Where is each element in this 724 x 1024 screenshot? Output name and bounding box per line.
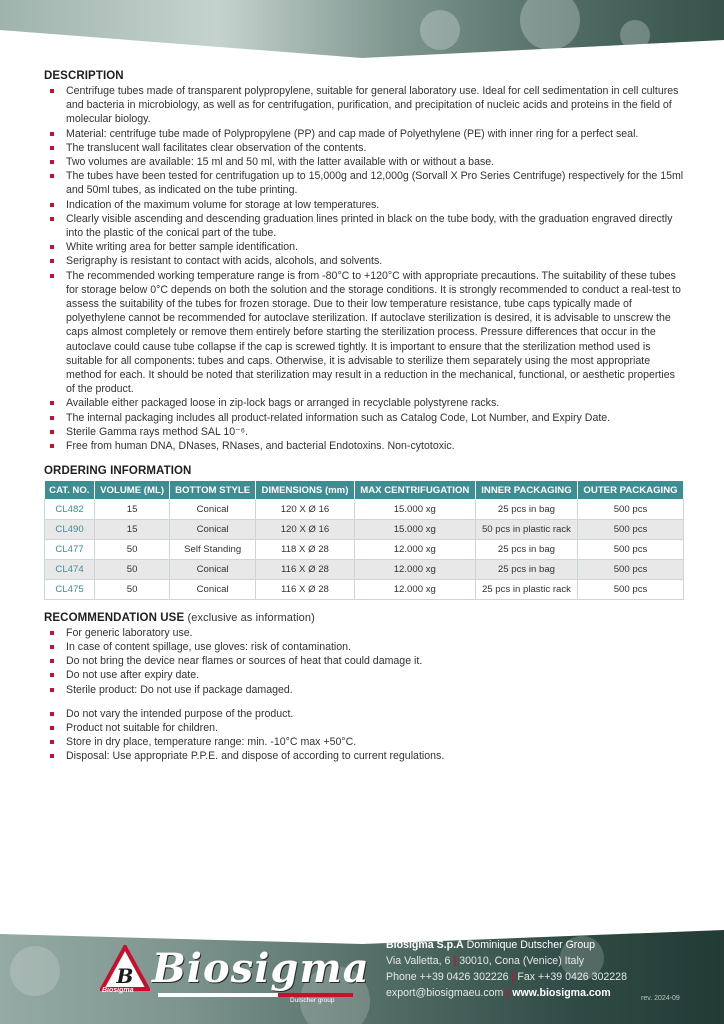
logo-underline <box>158 993 278 997</box>
table-row <box>45 539 684 559</box>
table-cell: 15 <box>95 519 170 539</box>
list-item: For generic laboratory use. <box>44 626 684 640</box>
list-item: The internal packaging includes all product-related information such as Catalog Code, Lot Number, and Expiry Date. <box>44 411 684 425</box>
fax: Fax ++39 0426 302228 <box>517 971 627 983</box>
table-cell: 12.000 xg <box>354 579 475 599</box>
separator: | <box>503 987 513 999</box>
logo-wordmark: Biosigma <box>152 945 370 992</box>
table-row <box>45 499 684 519</box>
table-cell: 116 X Ø 28 <box>256 559 354 579</box>
content <box>44 70 684 764</box>
list-item: Centrifuge tubes made of transparent polypropylene, suitable for general laboratory use. Ideal for cell sedimentation in cell cultures and bacteria in microbiology, as well as for centrifugation, purification, and precipitation of nucleic acids and proteins in the field of molecular biology. <box>44 84 684 127</box>
table-cell: 12.000 xg <box>354 559 475 579</box>
list-item: Material: centrifuge tube made of Polypropylene (PP) and cap made of Polyethylene (PE) with inner ring for a perfect seal. <box>44 127 684 141</box>
phone: Phone ++39 0426 302226 <box>386 971 509 983</box>
table-row <box>45 559 684 579</box>
description-list <box>44 84 684 453</box>
email-link[interactable]: export@biosigmaeu.com <box>386 987 504 999</box>
table-row <box>45 519 684 539</box>
catalog-number-cell[interactable]: CL475 <box>45 579 95 599</box>
recommendation-list-2 <box>44 707 684 764</box>
list-item: Sterile Gamma rays method SAL 10⁻⁶. <box>44 425 684 439</box>
list-item: Indication of the maximum volume for storage at low temperatures. <box>44 198 684 212</box>
table-cell: 15 <box>95 499 170 519</box>
lab-decoration <box>10 946 60 996</box>
catalog-number-cell[interactable]: CL482 <box>45 499 95 519</box>
catalog-number-cell[interactable]: CL477 <box>45 539 95 559</box>
table-header-cell: OUTER PACKAGING <box>578 481 684 499</box>
list-item: Do not use after expiry date. <box>44 668 684 682</box>
table-header-cell: INNER PACKAGING <box>475 481 577 499</box>
table-cell: 120 X Ø 16 <box>256 519 354 539</box>
list-item: The translucent wall facilitates clear observation of the contents. <box>44 141 684 155</box>
table-cell: Conical <box>170 519 256 539</box>
table-cell: 25 pcs in bag <box>475 499 577 519</box>
header-shape <box>0 0 724 62</box>
list-item: Serigraphy is resistant to contact with acids, alcohols, and solvents. <box>44 254 684 268</box>
table-header-row <box>45 481 684 499</box>
table-row <box>45 579 684 599</box>
list-item: Disposal: Use appropriate P.P.E. and dispose of according to current regulations. <box>44 749 684 763</box>
logo-subtitle: Dutscher group <box>290 997 335 1004</box>
table-cell: 50 <box>95 579 170 599</box>
recommendation-list-1 <box>44 626 684 697</box>
list-item: In case of content spillage, use gloves: risk of contamination. <box>44 640 684 654</box>
table-cell: 500 pcs <box>578 559 684 579</box>
company-name-bold: Biosigma S.p.A <box>386 939 464 951</box>
table-cell: 12.000 xg <box>354 539 475 559</box>
list-item: Clearly visible ascending and descending graduation lines printed in black on the tube body, with the graduation engraved directly into the plastic of the conical part of the tube. <box>44 212 684 240</box>
address-city: 30010, Cona (Venice) Italy <box>459 955 585 967</box>
list-item: Store in dry place, temperature range: min. -10°C max +50°C. <box>44 735 684 749</box>
list-item: The recommended working temperature range is from -80°C to +120°C with appropriate precautions. The suitability of these tubes for storage below 0°C depends on both the solution and the storage conditions. It is strongly recommended to conduct a real-test to assess the suitability of the tubes for frozen storage. Due to their low temperature resistance, tube caps typically made of polyethylene cannot be recommended for autoclave sterilization. If autoclave sterilization is desired, it is advisable to unscrew the caps almost completely or remove them entirely before starting the sterilization process. Pressure differences that occur in the autoclave could cause tube collapse if the cap is screwed tightly. It is important to ensure that the sterilization method used is suitable for all components: tubes and caps. Otherwise, it is advisable to sterilize them separately using the most appropriate method for each. It should be noted that sterilization may result in a reduction in the mechanical, functional, or aesthetic properties of the product. <box>44 269 684 397</box>
table-header-cell: CAT. NO. <box>45 481 95 499</box>
table-cell: 25 pcs in plastic rack <box>475 579 577 599</box>
table-cell: 500 pcs <box>578 519 684 539</box>
catalog-number-cell[interactable]: CL490 <box>45 519 95 539</box>
table-cell: 500 pcs <box>578 539 684 559</box>
list-item: Available either packaged loose in zip-lock bags or arranged in recyclable polystyrene racks. <box>44 396 684 410</box>
table-cell: 116 X Ø 28 <box>256 579 354 599</box>
table-cell: 500 pcs <box>578 499 684 519</box>
website-link[interactable]: www.biosigma.com <box>512 987 611 999</box>
address-street: Via Valletta, 6 <box>386 955 451 967</box>
list-item: Do not bring the device near flames or sources of heat that could damage it. <box>44 654 684 668</box>
table-cell: 25 pcs in bag <box>475 539 577 559</box>
separator: | <box>508 971 518 983</box>
company-info <box>386 937 686 1001</box>
recommendation-title-text: RECOMMENDATION USE <box>44 611 185 624</box>
list-item: Sterile product: Do not use if package damaged. <box>44 683 684 697</box>
table-header-cell: DIMENSIONS (mm) <box>256 481 354 499</box>
revision-label: rev. 2024-09 <box>641 995 680 1002</box>
recommendation-title <box>44 612 684 624</box>
biosigma-logo[interactable] <box>100 945 370 1005</box>
company-phone-fax <box>386 969 686 985</box>
list-item: Two volumes are available: 15 ml and 50 ml, with the latter available with or without a base. <box>44 155 684 169</box>
table-cell: Conical <box>170 579 256 599</box>
recommendation-subtitle: (exclusive as information) <box>187 611 315 624</box>
separator: | <box>450 955 460 967</box>
ordering-title: ORDERING INFORMATION <box>44 465 192 478</box>
table-cell: 118 X Ø 28 <box>256 539 354 559</box>
company-address <box>386 953 686 969</box>
description-title: DESCRIPTION <box>44 70 124 82</box>
table-header-cell: VOLUME (ML) <box>95 481 170 499</box>
logo-letter: B <box>116 964 134 988</box>
catalog-number-cell[interactable]: CL474 <box>45 559 95 579</box>
table-cell: 500 pcs <box>578 579 684 599</box>
list-item: Product not suitable for children. <box>44 721 684 735</box>
table-cell: Self Standing <box>170 539 256 559</box>
table-cell: 50 <box>95 559 170 579</box>
list-item: Do not vary the intended purpose of the product. <box>44 707 684 721</box>
logo-small-text: Biosigma <box>102 987 134 994</box>
header-banner <box>0 0 724 62</box>
list-item: White writing area for better sample identification. <box>44 240 684 254</box>
table-cell: 15.000 xg <box>354 499 475 519</box>
table-cell: Conical <box>170 559 256 579</box>
table-header-cell: BOTTOM STYLE <box>170 481 256 499</box>
table-header-cell: MAX CENTRIFUGATION <box>354 481 475 499</box>
ordering-table <box>44 481 684 600</box>
table-cell: 120 X Ø 16 <box>256 499 354 519</box>
company-name <box>386 937 686 953</box>
table-cell: 50 pcs in plastic rack <box>475 519 577 539</box>
table-cell: 25 pcs in bag <box>475 559 577 579</box>
table-cell: Conical <box>170 499 256 519</box>
table-cell: 50 <box>95 539 170 559</box>
list-item: Free from human DNA, DNases, RNases, and bacterial Endotoxins. Non-cytotoxic. <box>44 439 684 453</box>
table-cell: 15.000 xg <box>354 519 475 539</box>
list-item: The tubes have been tested for centrifugation up to 15,000g and 12,000g (Sorvall X Pro Series Centrifuge) respectively for the 15ml and 50ml tubes, as indicated on the tube printing. <box>44 169 684 197</box>
company-name-rest: Dominique Dutscher Group <box>463 939 596 951</box>
